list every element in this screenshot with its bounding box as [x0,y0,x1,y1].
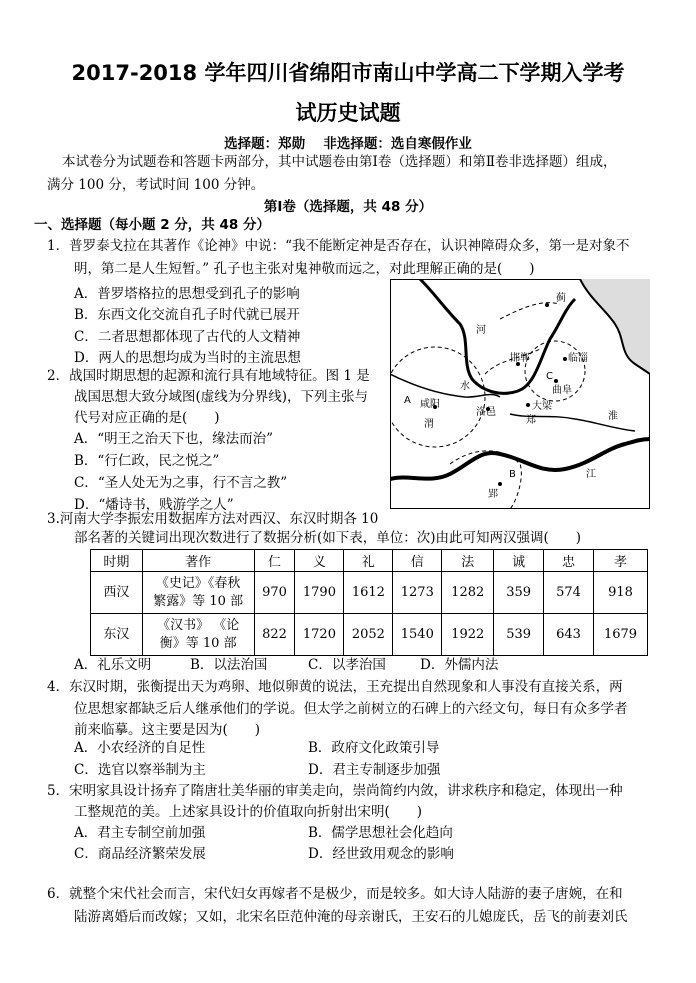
q5-stem-line2: 工整规范的美。上述家具设计的价值取向折射出宋明( ) [74,804,423,820]
exam-subtitle: 选择题：郑勋 非选择题：选自寒假作业 [224,136,472,152]
q6-stem-line1: 6．就整个宋代社会而言，宋代妇女再嫁者不是极少，而是较多。如大诗人陆游的妻子唐婉，在和 [47,886,623,902]
q4-option-a[interactable]: A．小农经济的自足性 [74,740,206,756]
q1-option-a[interactable]: A．普罗塔格拉的思想受到孔子的影响 [74,286,300,302]
table-cell-value: 1790 [295,572,344,614]
map-label-jiang: 江 [586,469,596,480]
q2-option-c[interactable]: C．“圣人处无为之事，行不言之教” [74,475,288,491]
q4-stem-line1: 4．东汉时期，张衡提出天为鸡卵、地似卵黄的说法，王充提出自然现象和人事没有直接关系，两 [47,679,623,695]
table-cell-value: 1612 [344,572,393,614]
table-header-cell: 法 [442,550,494,572]
table-cell-value: 2052 [344,614,393,656]
map-label-wei: 渭 [424,419,434,430]
table-header-row [91,550,648,572]
q1-option-b[interactable]: B．东西文化交流自孔子时代就已展开 [74,307,300,323]
table-header-cell: 忠 [544,550,594,572]
city-dot-ji [545,303,549,307]
table-cell-value: 1720 [295,614,344,656]
table-header-cell: 义 [295,550,344,572]
q1-option-d[interactable]: D．两人的思想均成为当时的主流思想 [74,350,301,366]
q2-stem-line3: 代号对应正确的是( ) [74,410,220,426]
q4-option-c[interactable]: C．选官以察举制为主 [74,762,206,778]
map-label-handan: 邯郸 [510,353,530,364]
map-label-c: C [546,371,553,382]
q4-option-d[interactable]: D．君主专制逐步加强 [308,762,441,778]
table-header-cell: 诚 [494,550,544,572]
table-header-cell: 礼 [344,550,393,572]
q4-stem-line2: 位思想家都缺乏后人继承他们的学说。但太学之前树立的石碑上的六经文句，每日有众多学者 [74,701,628,717]
table-cell-work [142,572,254,614]
q1-option-c[interactable]: C．二者思想都体现了古代的人文精神 [74,329,301,345]
q1-stem-line2: 明，第二是人生短暂。” 孔子也主张对鬼神敬而远之，对此理解正确的是( ) [74,261,535,277]
table-header-cell: 时期 [91,550,143,572]
map-label-ji: 蓟 [556,293,566,304]
warring-states-map [390,279,650,509]
city-dot-linzi [563,357,567,361]
q3-option-d[interactable]: D．外儒内法 [420,657,499,673]
table-cell-value: 1282 [442,572,494,614]
city-dot-qufu [554,379,558,383]
exam-title-line2: 试历史试题 [295,101,401,125]
map-label-he: 河 [476,325,486,336]
q2-option-a[interactable]: A．“明王之治天下也，缘法而治” [74,431,274,447]
q3-stem-line1: 3.河南大学李振宏用数据库方法对西汉、东汉时期各 10 [47,511,379,527]
map-label-zheng: 郑 [526,415,536,426]
table-cell-value: 970 [254,572,295,614]
q4-option-b[interactable]: B．政府文化政策引导 [308,740,440,756]
table-cell-value: 574 [544,572,594,614]
intro-line1: 本试卷分为试题卷和答题卡两部分，其中试题卷由第Ⅰ卷（选择题）和第Ⅱ卷非选择题）组成， [62,154,617,170]
q5-option-d[interactable]: D．经世致用观念的影响 [308,846,454,862]
table-cell-work [142,614,254,656]
work-line2: 繁露》等 10 部 [153,593,244,609]
map-label-qufu: 曲阜 [552,385,572,396]
table-header-cell: 孝 [594,550,648,572]
table-cell-value: 643 [544,614,594,656]
keyword-frequency-table [90,549,648,656]
map-label-b: B [509,469,516,480]
q6-stem-line2: 陆游离婚后而改嫁；又如，北宋名臣范仲淹的母亲谢氏，王安石的儿媳庞氏，岳飞的前妻刘氏 [74,909,628,925]
table-header-cell: 信 [393,550,442,572]
table-cell-value: 918 [594,572,648,614]
q3-option-b[interactable]: B．以法治国 [190,657,268,673]
table-cell-value: 1922 [442,614,494,656]
map-label-xianyang: 咸阳 [420,399,440,410]
q3-stem-line2: 部名著的关键词出现次数进行了数据分析(如下表，单位：次)由此可知两汉强调( ) [74,530,582,546]
work-line1: 《汉书》 《论 [157,617,240,633]
work-line1: 《史记》《春秋 [155,575,241,591]
q5-option-c[interactable]: C．商品经济繁荣发展 [74,846,206,862]
exam-title-line1: 2017-2018 学年四川省绵阳市南山中学高二下学期入学考 [71,61,625,85]
map-label-huai: 淮 [608,411,618,422]
work-line2: 衡》等 10 部 [159,635,237,651]
table-header-cell: 仁 [254,550,295,572]
table-cell-value: 359 [494,572,544,614]
table-cell-value: 1540 [393,614,442,656]
table-header-cell: 著作 [142,550,254,572]
city-dot-daliang [526,403,530,407]
part1-title: 第Ⅰ卷（选择题，共 48 分） [263,199,433,215]
table-cell-period: 西汉 [91,572,143,614]
city-dot-ying [498,482,502,486]
q2-option-d[interactable]: D．“燔诗书，贱游学之人” [74,497,234,513]
table-cell-value: 539 [494,614,544,656]
q5-option-b[interactable]: B．儒学思想社会化趋向 [308,825,453,841]
table-row [91,572,648,614]
table-cell-value: 1273 [393,572,442,614]
q2-stem-line1: 2．战国时期思想的起源和流行具有地域特征。图 1 是 [47,368,370,384]
q3-option-c[interactable]: C．以孝治国 [308,657,386,673]
q1-stem-line1: 1．普罗泰戈拉在其著作《论神》中说：“我不能断定神是否存在，认识神障碍众多，第一是对象不 [47,238,630,254]
q3-option-a[interactable]: A．礼乐文明 [74,657,152,673]
map-label-shui: 水 [460,381,470,392]
q2-option-b[interactable]: B．“行仁政，民之悦之” [74,453,220,469]
map-label-linzi: 临淄 [568,353,588,364]
table-row [91,614,648,656]
q2-stem-line2: 战国思想大致分域图(虚线为分界线)，下列主张与 [74,389,369,405]
q4-stem-line3: 前来临摹。这主要是因为( ) [74,722,261,738]
map-label-ying: 郢 [488,489,498,500]
intro-line2: 满分 100 分，考试时间 100 分钟。 [47,177,265,193]
table-cell-value: 1679 [594,614,648,656]
map-label-daliang: 大梁 [532,401,552,412]
section1-title: 一、选择题（每小题 2 分，共 48 分） [34,217,270,233]
table-cell-value: 822 [254,614,295,656]
q5-stem-line1: 5．宋明家具设计扬弃了隋唐壮美华丽的审美走向，崇尚简约内敛，讲求秩序和稳定，体现出一种 [47,783,623,799]
table-cell-period: 东汉 [91,614,143,656]
q5-option-a[interactable]: A．君主专制空前加强 [74,825,206,841]
map-label-luoyi: 洛邑 [476,407,496,418]
map-label-a: A [404,395,411,406]
